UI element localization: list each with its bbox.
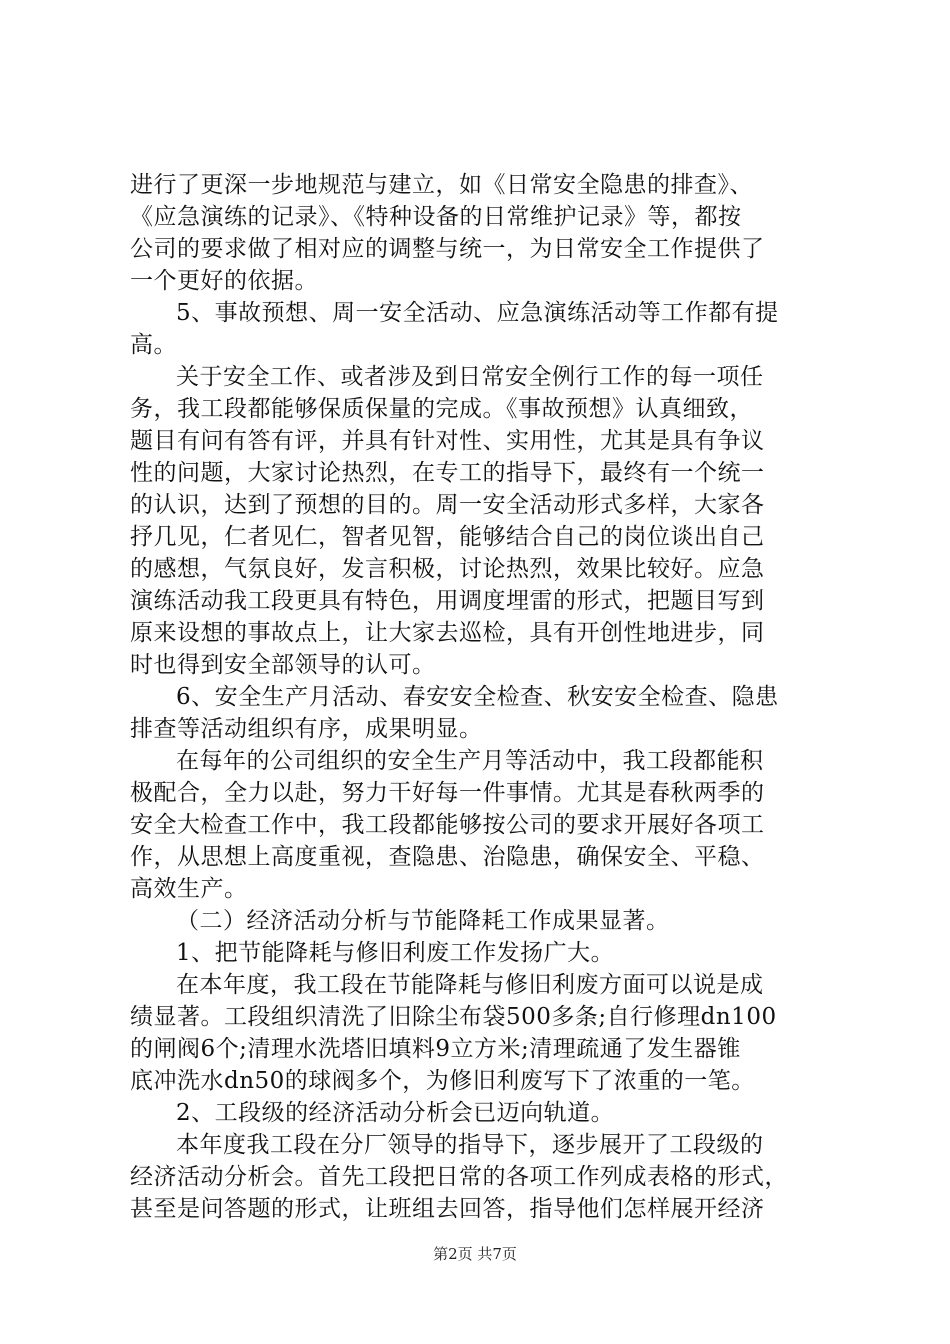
- text-line: 2、工段级的经济活动分析会已迈向轨道。: [176, 1100, 615, 1126]
- text-line: 排查等活动组织有序，成果明显。: [130, 716, 483, 742]
- text-line: 底冲洗水dn50的球阀多个，为修旧利废写下了浓重的一笔。: [130, 1068, 755, 1094]
- text-line: 一个更好的依据。: [130, 268, 318, 294]
- text-line: （二）经济活动分析与节能降耗工作成果显著。: [176, 908, 670, 934]
- text-line: 进行了更深一步地规范与建立，如《日常安全隐患的排查》、: [130, 172, 753, 198]
- text-line: 5、事故预想、周一安全活动、应急演练活动等工作都有提: [176, 300, 779, 326]
- text-line: 本年度我工段在分厂领导的指导下，逐步展开了工段级的: [176, 1132, 764, 1158]
- page-footer: 第2页 共7页: [433, 1245, 517, 1263]
- text-line: 在每年的公司组织的安全生产月等活动中，我工段都能积: [176, 748, 764, 774]
- text-line: 关于安全工作、或者涉及到日常安全例行工作的每一项任: [176, 364, 764, 390]
- text-line: 性的问题，大家讨论热烈，在专工的指导下，最终有一个统一: [130, 460, 765, 486]
- text-line: 的感想，气氛良好，发言积极，讨论热烈，效果比较好。应急: [130, 556, 765, 582]
- text-line: 的认识，达到了预想的目的。周一安全活动形式多样，大家各: [130, 492, 765, 518]
- text-line: 时也得到安全部领导的认可。: [130, 652, 436, 678]
- text-line: 演练活动我工段更具有特色，用调度埋雷的形式，把题目写到: [130, 588, 765, 614]
- document-body: [130, 169, 830, 1225]
- text-line: 原来设想的事故点上，让大家去巡检，具有开创性地进步，同: [130, 620, 765, 646]
- text-line: 作，从思想上高度重视，查隐患、治隐患，确保安全、平稳、: [130, 844, 765, 870]
- text-line: 6、安全生产月活动、春安安全检查、秋安安全检查、隐患: [176, 684, 779, 710]
- text-line: 务，我工段都能够保质保量的完成。《事故预想》认真细致，: [130, 396, 753, 422]
- text-line: 极配合，全力以赴，努力干好每一件事情。尤其是春秋两季的: [130, 780, 765, 806]
- text-line: 1、把节能降耗与修旧利废工作发扬广大。: [176, 940, 615, 966]
- text-line: 绩显著。工段组织清洗了旧除尘布袋500多条;自行修理dn100: [130, 1004, 777, 1030]
- text-line: 在本年度，我工段在节能降耗与修旧利废方面可以说是成: [176, 972, 764, 998]
- text-line: 高效生产。: [130, 876, 248, 902]
- text-line: 公司的要求做了相对应的调整与统一，为日常安全工作提供了: [130, 236, 765, 262]
- text-line: 安全大检查工作中，我工段都能够按公司的要求开展好各项工: [130, 812, 765, 838]
- text-line: 《应急演练的记录》、《特种设备的日常维护记录》等，都按: [130, 204, 742, 230]
- text-line: 的闸阀6个;清理水洗塔旧填料9立方米;清理疏通了发生器锥: [130, 1036, 741, 1062]
- text-line: 题目有问有答有评，并具有针对性、实用性，尤其是具有争议: [130, 428, 765, 454]
- text-line: 甚至是问答题的形式，让班组去回答，指导他们怎样展开经济: [130, 1196, 765, 1222]
- text-line: 经济活动分析会。首先工段把日常的各项工作列成表格的形式，: [130, 1164, 788, 1190]
- text-line: 高。: [130, 332, 177, 358]
- text-line: 抒几见，仁者见仁，智者见智，能够结合自己的岗位谈出自己: [130, 524, 765, 550]
